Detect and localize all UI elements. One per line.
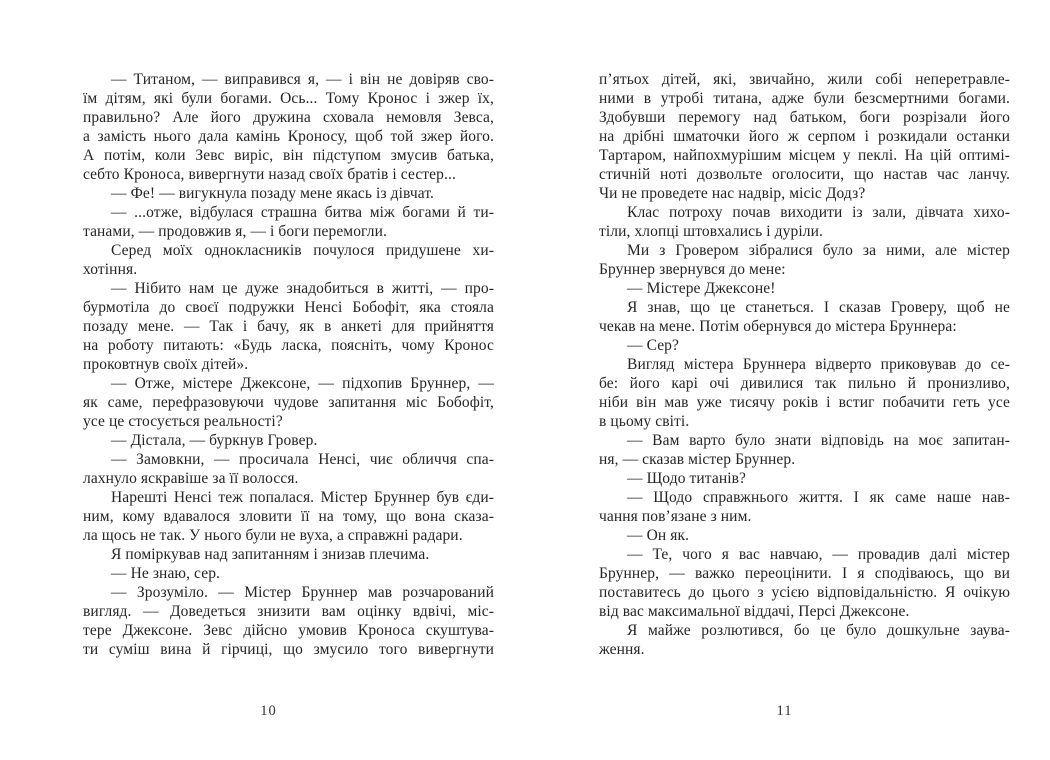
paragraph bbox=[599, 203, 1010, 241]
text-line: а замість нього дала камінь Кроносу, щоб той зжер його. bbox=[83, 128, 494, 145]
paragraph bbox=[83, 241, 494, 279]
text-line: ла щось не так. У нього були не вуха, а справжні радари. bbox=[83, 527, 463, 544]
text-line: лахнуло яскравіше за її волосся. bbox=[83, 470, 299, 487]
page-right bbox=[599, 70, 1010, 740]
text-line: — Щодо справжнього життя. І як саме наше нав- bbox=[627, 489, 1010, 506]
text-line: ня, — сказав містер Бруннер. bbox=[599, 451, 796, 468]
text-line: Тартаром, найпохмурішим місцем у пеклі. На цій оптимі- bbox=[599, 147, 1010, 164]
paragraph bbox=[83, 450, 494, 488]
text-line: Я знав, що це станеться. І сказав Гроверу, щоб не bbox=[627, 299, 1010, 316]
text-line: Нарешті Ненсі теж попалася. Містер Бруннер був єди- bbox=[111, 489, 494, 506]
text-line: — Он як. bbox=[627, 527, 690, 544]
text-line: — Те, чого я вас навчаю, — провадив далі містер bbox=[627, 546, 1010, 563]
text-line: Серед моїх однокласників почулося придушене хи- bbox=[111, 242, 494, 259]
text-line: Чи не проведете нас надвір, місіс Додз? bbox=[599, 185, 866, 202]
page-left bbox=[83, 70, 494, 740]
paragraph bbox=[599, 279, 1010, 298]
page-right-text bbox=[599, 70, 1010, 659]
text-line: ними в утробі титана, адже були безсмертними богами. bbox=[599, 90, 1010, 107]
text-line: Ми з Гровером зібралися було за ними, але містер bbox=[627, 242, 1010, 259]
page-right-number: 11 bbox=[776, 703, 793, 719]
paragraph bbox=[83, 70, 494, 184]
text-line: правильно? Але його дружина сховала немовля Зевса, bbox=[83, 109, 494, 126]
paragraph bbox=[83, 203, 494, 241]
page-left-text bbox=[83, 70, 494, 659]
text-line: — Дістала, — буркнув Гровер. bbox=[111, 432, 318, 449]
text-line: в цьому світі. bbox=[599, 413, 690, 430]
text-line: п’ятьох дітей, які, звичайно, жили собі неперетравле- bbox=[599, 71, 1010, 88]
paragraph bbox=[83, 488, 494, 545]
paragraph bbox=[83, 583, 494, 659]
text-line: ніби він мав уже тисячу років і встиг побачити геть усе bbox=[599, 394, 1010, 411]
text-line: А потім, коли Зевс виріс, він підступом змусив батька, bbox=[83, 147, 494, 164]
text-line: — Фе! — вигукнула позаду мене якась із дівчат. bbox=[111, 185, 435, 202]
text-line: — Не знаю, сер. bbox=[111, 565, 221, 582]
paragraph bbox=[599, 621, 1010, 659]
text-line: бе: його карі очі дивилися так пильно й пронизливо, bbox=[599, 375, 1010, 392]
paragraph bbox=[599, 431, 1010, 469]
text-line: танами, — продовжив я, — і боги перемогли. bbox=[83, 223, 387, 240]
paragraph bbox=[599, 469, 1010, 488]
text-line: хотіння. bbox=[83, 261, 138, 278]
text-line: бурмотіла до своєї подружки Ненсі Бобофіт, яка стояла bbox=[83, 299, 494, 316]
text-line: — Отже, містере Джексоне, — підхопив Бруннер, — bbox=[111, 375, 494, 392]
text-line: — Нібито нам це дуже знадобиться в житті, — про- bbox=[111, 280, 494, 297]
text-line: позаду мене. — Так і бачу, як в анкеті для прийняття bbox=[83, 318, 494, 335]
text-line: ти суміш вина й гірчиці, що змусило того вивергнути bbox=[83, 641, 494, 658]
text-line: на роботу питають: «Будь ласка, поясніть, чому Кронос bbox=[83, 337, 494, 354]
text-line: їм дітям, які були богами. Ось... Тому Кронос і зжер їх, bbox=[83, 90, 494, 107]
paragraph bbox=[599, 355, 1010, 431]
paragraph bbox=[83, 564, 494, 583]
text-line: Вигляд містера Бруннера відверто приковував до се- bbox=[627, 356, 1010, 373]
text-line: Бруннер, — важко переоцінити. І я сподіваюсь, що ви bbox=[599, 565, 1010, 582]
paragraph bbox=[83, 431, 494, 450]
text-line: на дрібні шматочки його ж серпом і розкидали останки bbox=[599, 128, 1010, 145]
text-line: усе це стосується реальності? bbox=[83, 413, 283, 430]
text-line: Я поміркував над запитанням і знизав плечима. bbox=[111, 546, 430, 563]
text-line: — Титаном, — виправився я, — і він не довіряв сво- bbox=[111, 71, 494, 88]
paragraph bbox=[599, 336, 1010, 355]
text-line: Клас потроху почав виходити із зали, дівчата хихо- bbox=[627, 204, 1010, 221]
paragraph bbox=[83, 184, 494, 203]
text-line: Бруннер звернувся до мене: bbox=[599, 261, 786, 278]
text-line: себто Кроноса, вивергнути назад своїх братів і сестер... bbox=[83, 166, 456, 183]
paragraph bbox=[83, 279, 494, 374]
text-line: — Містере Джексоне! bbox=[627, 280, 776, 297]
text-line: тере Джексоне. Зевс дійсно умовив Кроноса скуштува- bbox=[83, 622, 494, 639]
text-line: — Зрозуміло. — Містер Бруннер мав розчарований bbox=[111, 584, 494, 601]
text-line: ження. bbox=[599, 641, 645, 658]
text-line: Здобувши перемогу над батьком, боги розрізали його bbox=[599, 109, 1010, 126]
paragraph bbox=[599, 70, 1010, 203]
text-line: ним, кому вдавалося зловити її на тому, що вона сказа- bbox=[83, 508, 494, 525]
paragraph bbox=[83, 374, 494, 431]
paragraph bbox=[599, 526, 1010, 545]
text-line: — ...отже, відбулася страшна битва між богами й ти- bbox=[111, 204, 494, 221]
text-line: від вас максимальної віддачі, Персі Джексоне. bbox=[599, 603, 910, 620]
paragraph bbox=[599, 298, 1010, 336]
text-line: проковтнув своїх дітей». bbox=[83, 356, 249, 373]
text-line: тіли, хлопці штовхались і дуріли. bbox=[599, 223, 823, 240]
text-line: вигляд. — Доведеться знизити вам оцінку вдвічі, міс- bbox=[83, 603, 494, 620]
page-left-number: 10 bbox=[260, 703, 277, 719]
text-line: стичній ноті дозвольте оголосити, що настав час ланчу. bbox=[599, 166, 1010, 183]
text-line: — Замовкни, — просичала Ненсі, чиє обличчя спа- bbox=[111, 451, 494, 468]
text-line: як саме, перефразовуючи чудове запитання міс Бобофіт, bbox=[83, 394, 494, 411]
text-line: чекав на мене. Потім обернувся до містера Бруннера: bbox=[599, 318, 957, 335]
text-line: — Щодо титанів? bbox=[627, 470, 747, 487]
text-line: Я майже розлютився, бо це було дошкульне заува- bbox=[627, 622, 1010, 639]
text-line: поставитесь до цього з усією відповідальністю. Я очікую bbox=[599, 584, 1010, 601]
text-line: — Сер? bbox=[627, 337, 680, 354]
text-line: — Вам варто було знати відповідь на моє запитан- bbox=[627, 432, 1010, 449]
paragraph bbox=[599, 545, 1010, 621]
paragraph bbox=[83, 545, 494, 564]
text-line: чання пов’язане з ним. bbox=[599, 508, 752, 525]
paragraph bbox=[599, 241, 1010, 279]
paragraph bbox=[599, 488, 1010, 526]
